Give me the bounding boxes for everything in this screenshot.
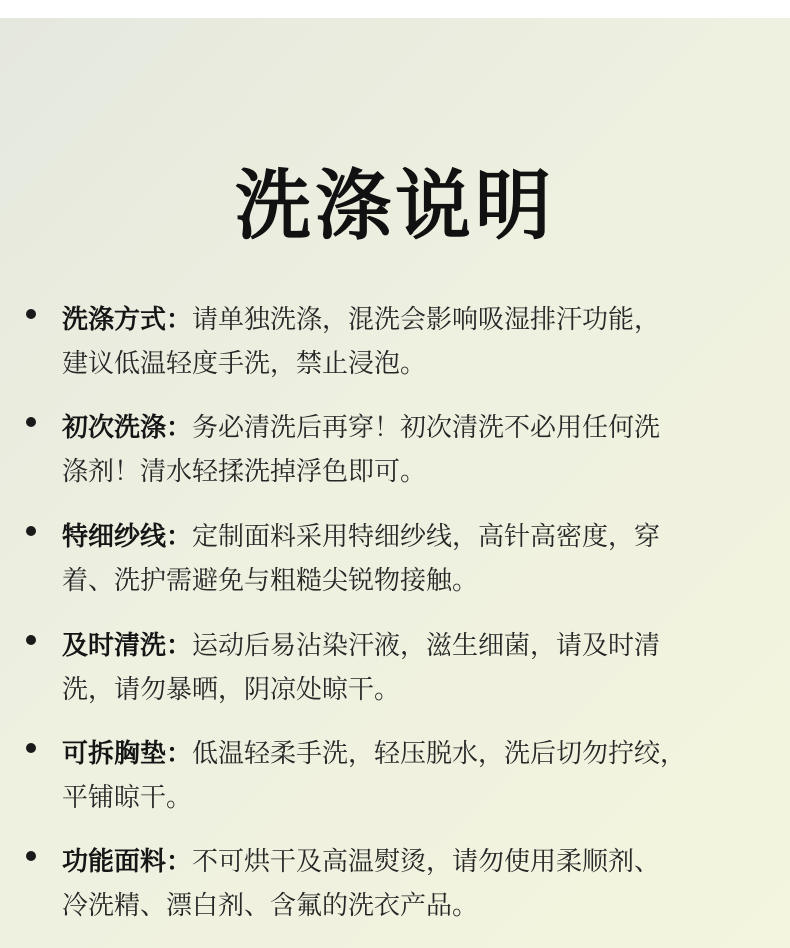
list-item-line-2: 着、洗护需避免与粗糙尖锐物接触。 [62,566,479,596]
list-item-line-2: 平铺晾干。 [62,783,193,813]
list-item-label: 可拆胸垫： [62,739,193,769]
washing-instructions-panel [0,18,790,948]
bullet-icon [26,635,36,645]
list-item-line-2: 涤剂！清水轻揉洗掉浮色即可。 [62,457,427,487]
list-item-text [62,732,762,820]
list-item-text [62,840,762,928]
list-item-line-2: 洗，请勿暴晒，阴凉处晾干。 [62,675,401,705]
list-item-text [62,624,762,712]
bullet-icon [26,851,36,861]
list-item-line-1: 低温轻柔手洗，轻压脱水，洗后切勿拧绞， [192,739,687,769]
bullet-icon [26,309,36,319]
page-title: 洗涤说明 [235,161,555,250]
list-item-line-1: 不可烘干及高温熨烫，请勿使用柔顺剂、 [192,847,661,877]
list-item-line-2: 冷洗精、漂白剂、含氟的洗衣产品。 [62,891,479,921]
list-item-label: 初次洗涤： [62,413,193,443]
list-item-label: 功能面料： [62,847,193,877]
list-item-line-1: 务必清洗后再穿！初次清洗不必用任何洗 [192,413,661,443]
list-item-label: 及时清洗： [62,631,193,661]
list-item-line-1: 运动后易沾染汗液，滋生细菌，请及时清 [192,631,661,661]
bullet-icon [26,743,36,753]
bullet-icon [26,526,36,536]
list-item-text [62,515,762,603]
list-item-label: 洗涤方式： [62,305,193,335]
list-item-label: 特细纱线： [62,522,193,552]
bullet-icon [26,417,36,427]
list-item-text [62,406,762,494]
list-item-text [62,298,762,386]
list-item-line-2: 建议低温轻度手洗，禁止浸泡。 [62,349,427,379]
list-item-line-1: 定制面料采用特细纱线，高针高密度，穿 [192,522,661,552]
list-item-line-1: 请单独洗涤，混洗会影响吸湿排汗功能， [192,305,661,335]
